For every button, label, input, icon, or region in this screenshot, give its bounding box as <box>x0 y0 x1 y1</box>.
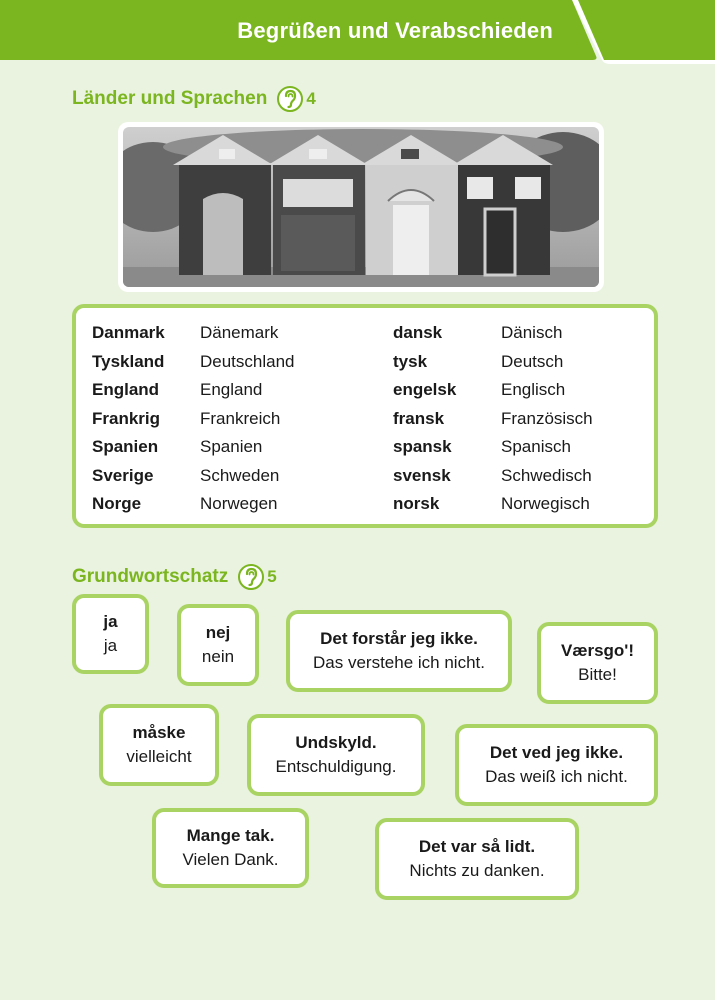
german-country: Frankreich <box>200 408 281 428</box>
phrase-danish: Det forstår jeg ikke. <box>320 629 478 648</box>
danish-language: dansk <box>393 323 443 342</box>
danish-language: tysk <box>393 351 428 371</box>
phrase-card-ja <box>72 594 149 674</box>
danish-language: norsk <box>393 494 440 513</box>
phrase-card-versgo <box>537 622 658 704</box>
ear-icon[interactable] <box>238 564 264 590</box>
section-title-text: Grundwortschatz <box>72 566 229 587</box>
german-language: Deutsch <box>501 351 564 371</box>
phrase-german: Entschuldigung. <box>275 757 397 776</box>
danish-language: engelsk <box>393 380 457 399</box>
german-country: Schweden <box>200 465 280 485</box>
phrase-danish: Det ved jeg ikke. <box>489 743 624 762</box>
german-language: Dänisch <box>501 323 563 342</box>
danish-country: Spanien <box>92 437 159 456</box>
german-language: Französisch <box>501 408 593 428</box>
german-language: Spanisch <box>501 437 571 456</box>
german-language: Schwedisch <box>501 465 592 485</box>
header-band <box>0 0 715 64</box>
phrase-card-sa-lidt <box>375 818 579 900</box>
phrase-card-ved <box>455 724 658 806</box>
phrase-german: Das verstehe ich nicht. <box>313 653 485 672</box>
phrase-card-undskyld <box>247 714 425 796</box>
phrase-danish: ja <box>103 612 118 631</box>
danish-country: England <box>92 380 160 399</box>
german-country: Norwegen <box>200 494 278 513</box>
photo-frame <box>118 122 604 292</box>
phrase-danish: Mange tak. <box>186 826 275 845</box>
phrase-card-forstar <box>286 610 512 692</box>
page-title: Begrüßen und Verabschieden <box>237 18 553 43</box>
track-number: 5 <box>267 567 277 586</box>
phrase-german: nein <box>201 647 235 666</box>
phrase-card-maske <box>99 704 219 786</box>
section-title-text: Länder und Sprachen <box>72 88 268 109</box>
german-language: Englisch <box>501 380 566 399</box>
danish-language: spansk <box>393 437 452 456</box>
beach-huts-photo <box>123 127 599 287</box>
track-number: 4 <box>306 89 316 108</box>
phrase-card-nej <box>177 604 259 686</box>
countries-languages-table <box>72 304 658 528</box>
danish-country: Norge <box>92 494 142 513</box>
phrase-german: Vielen Dank. <box>182 850 279 869</box>
danish-country: Sverige <box>92 465 154 485</box>
phrase-german: Bitte! <box>578 665 617 684</box>
german-country: England <box>200 380 263 399</box>
danish-country: Tyskland <box>92 351 165 371</box>
phrase-danish: Værsgo'! <box>561 641 634 660</box>
danish-country: Danmark <box>92 323 165 342</box>
phrase-danish: måske <box>132 723 186 742</box>
danish-language: fransk <box>393 408 445 428</box>
phrase-german: ja <box>103 636 118 655</box>
phrase-german: Das weiß ich nicht. <box>485 767 628 786</box>
phrase-german: vielleicht <box>126 747 192 766</box>
phrase-card-mange-tak <box>152 808 309 888</box>
german-country: Dänemark <box>200 323 279 342</box>
german-country: Deutschland <box>200 351 295 371</box>
danish-language: svensk <box>393 465 451 485</box>
ear-icon[interactable] <box>277 86 303 112</box>
german-language: Norwegisch <box>501 494 590 513</box>
section-title-countries <box>72 86 316 112</box>
phrase-danish: Det var så lidt. <box>418 837 536 856</box>
phrase-danish: Undskyld. <box>295 733 377 752</box>
section-title-vocabulary <box>72 564 277 590</box>
phrase-danish: nej <box>205 623 231 642</box>
phrase-german: Nichts zu danken. <box>409 861 545 880</box>
danish-country: Frankrig <box>92 408 161 428</box>
german-country: Spanien <box>200 437 263 456</box>
